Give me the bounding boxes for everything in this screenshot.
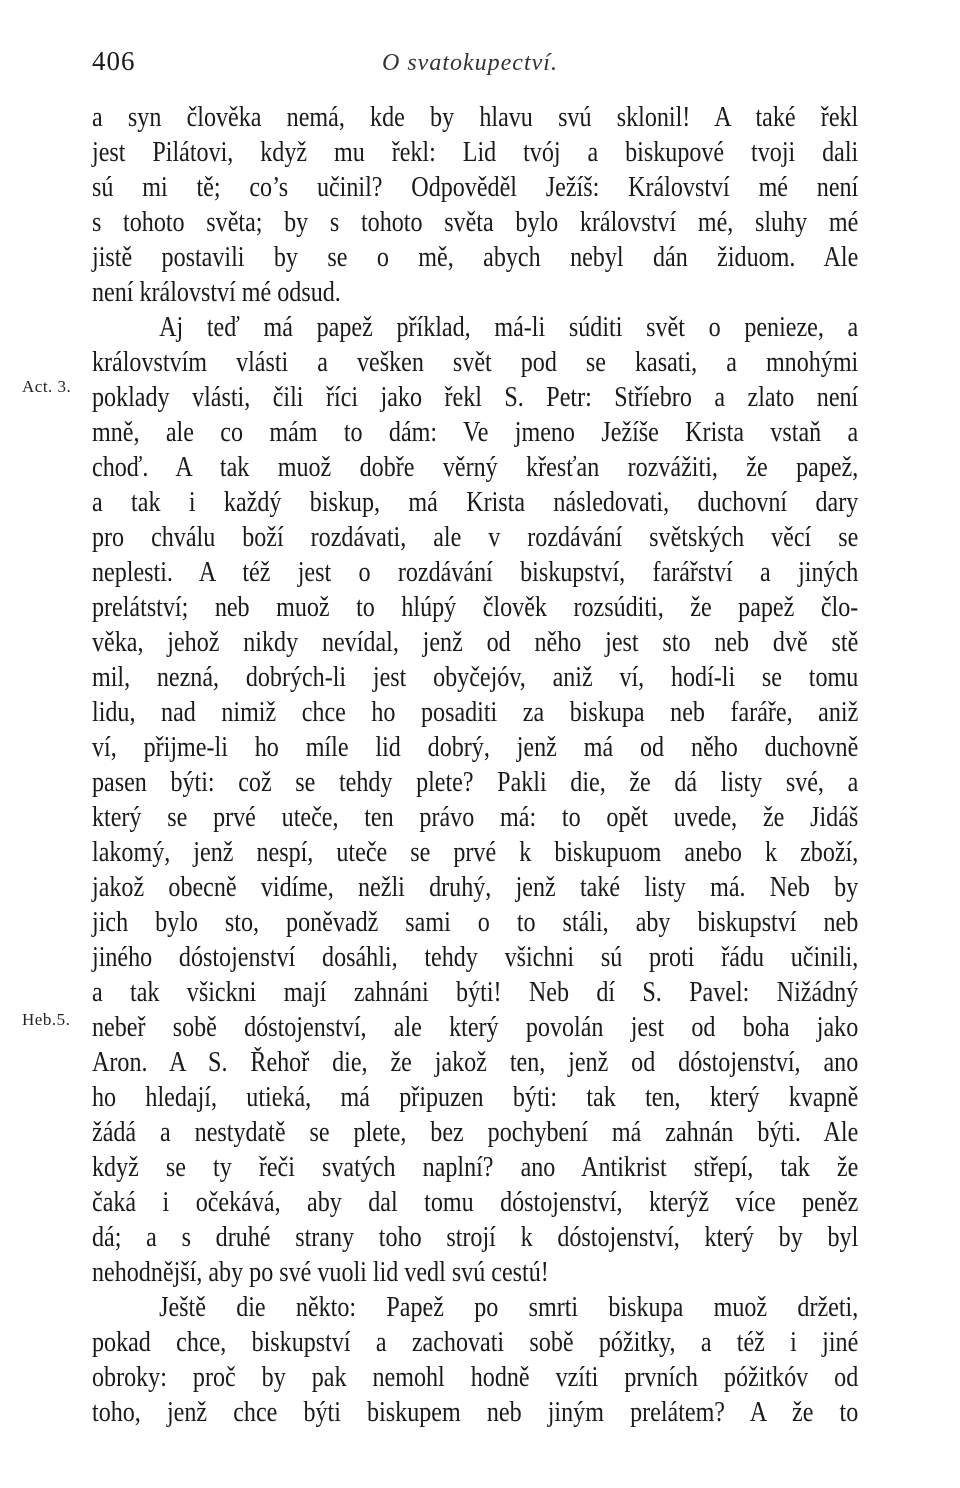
- page-number: 406: [92, 46, 136, 76]
- text-line: Ještě die někto: Papež po smrti biskupa muož držeti,: [159, 1292, 859, 1323]
- text-line: čaká i očekává, aby dal tomu dóstojenství, kterýž více peněz: [92, 1187, 859, 1218]
- text-line: a tak i každý biskup, má Krista následovati, duchovní dary: [92, 487, 859, 518]
- text-line: věka, jehož nikdy nevídal, jenž od něho jest sto neb dvě stě: [92, 627, 859, 658]
- text-line: jistě postavili by se o mě, abych nebyl dán židuom. Ale: [92, 242, 859, 273]
- running-title: O svatokupectví.: [382, 50, 558, 76]
- text-line: a syn člověka nemá, kde by hlavu svú sklonil! A také řekl: [92, 102, 859, 133]
- text-line: s tohoto světa; by s tohoto světa bylo království mé, sluhy mé: [92, 207, 859, 238]
- text-line: jakož obecně vidíme, nežli druhý, jenž také listy má. Neb by: [92, 872, 859, 903]
- text-line: který se prvé uteče, ten právo má: to opět uvede, že Jidáš: [92, 802, 859, 833]
- text-line: pokad chce, biskupství a zachovati sobě póžitky, a též i jiné: [92, 1327, 859, 1358]
- text-line: lidu, nad nimiž chce ho posaditi za biskupa neb faráře, aniž: [92, 697, 859, 728]
- text-line: poklady vlásti, čili říci jako řekl S. Petr: Stříebro a zlato není: [92, 382, 859, 413]
- text-line: prelátství; neb muož to hlúpý člověk rozsúditi, že papež člo-: [92, 592, 859, 623]
- text-line: sú mi tě; co’s učinil? Odpověděl Ježíš: Království mé není: [92, 172, 859, 203]
- text-line: když se ty řeči svatých naplní? ano Antikrist střepí, tak že: [92, 1152, 859, 1183]
- text-line: jiného dóstojenství dosáhli, tehdy všichni sú proti řádu učinili,: [92, 942, 859, 973]
- margin-note-heb: Heb.5.: [22, 1010, 71, 1029]
- text-line: lakomý, jenž nespí, uteče se prvé k biskupuom anebo k zboží,: [92, 837, 859, 868]
- text-line: choď. A tak muož dobře věrný křesťan rozvážiti, že papež,: [92, 452, 859, 483]
- text-line: mil, nezná, dobrých-li jest obyčejóv, aniž ví, hodí-li se tomu: [92, 662, 859, 693]
- text-line: mně, ale co mám to dám: Ve jmeno Ježíše Krista vstaň a: [92, 417, 859, 448]
- text-line: neplesti. A též jest o rozdávání biskupství, farářství a jiných: [92, 557, 859, 588]
- text-line: nebeř sobě dóstojenství, ale který povolán jest od boha jako: [92, 1012, 859, 1043]
- text-line: jich bylo sto, poněvadž sami o to stáli, aby biskupství neb: [92, 907, 859, 938]
- body-text: [92, 100, 858, 1430]
- margin-note-act: Act. 3.: [22, 377, 72, 396]
- text-line: toho, jenž chce býti biskupem neb jiným prelátem? A že to: [92, 1397, 859, 1428]
- text-line: žádá a nestydatě se plete, bez pochybení má zahnán býti. Ale: [92, 1117, 859, 1148]
- text-line: pro chválu boží rozdávati, ale v rozdávání světských věcí se: [92, 522, 859, 553]
- text-line: nehodnější, aby po své vuoli lid vedl svú cestú!: [92, 1257, 549, 1288]
- text-line: Aron. A S. Řehoř die, že jakož ten, jenž od dóstojenství, ano: [92, 1047, 859, 1078]
- text-line: jest Pilátovi, když mu řekl: Lid tvój a biskupové tvoji dali: [92, 137, 859, 168]
- text-line: ho hledají, utieká, má připuzen býti: tak ten, který kvapně: [92, 1082, 859, 1113]
- text-line: dá; a s druhé strany toho strojí k dóstojenství, který by byl: [92, 1222, 859, 1253]
- text-line: není království mé odsud.: [92, 277, 341, 308]
- text-line: Aj teď má papež příklad, má-li súditi svět o penieze, a: [159, 312, 859, 343]
- running-head: [92, 46, 852, 86]
- text-line: a tak všickni mají zahnáni býti! Neb dí S. Pavel: Nižádný: [92, 977, 859, 1008]
- text-line: královstvím vlásti a vešken svět pod se kasati, a mnohými: [92, 347, 859, 378]
- text-line: obroky: proč by pak nemohl hodně vzíti prvních póžitkóv od: [92, 1362, 859, 1393]
- text-line: pasen býti: což se tehdy plete? Pakli die, že dá listy své, a: [92, 767, 859, 798]
- text-line: ví, přijme-li ho míle lid dobrý, jenž má od něho duchovně: [92, 732, 859, 763]
